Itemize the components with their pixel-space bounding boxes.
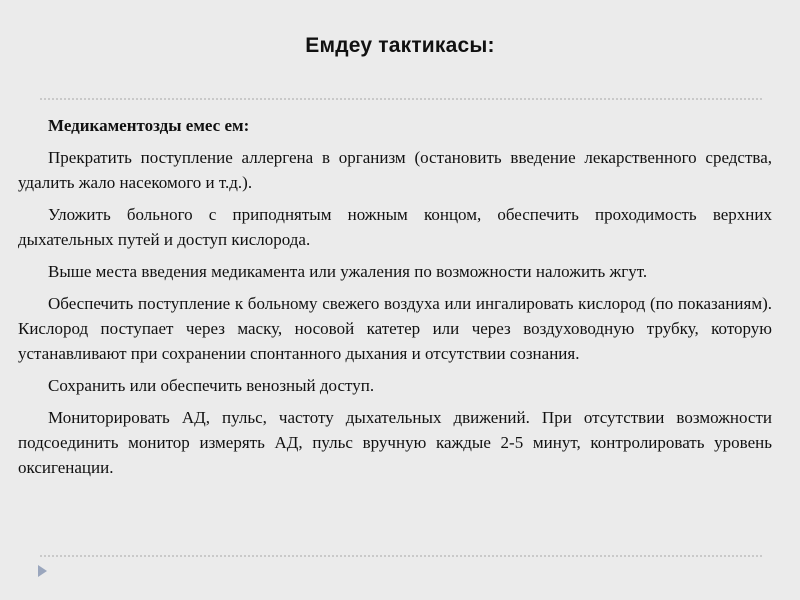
paragraph-tourniquet: Выше места введения медикамента или ужаления по возможности наложить жгут. <box>48 262 648 281</box>
top-divider <box>40 98 762 100</box>
bottom-divider <box>40 555 762 557</box>
paragraph-monitoring: Мониторировать АД, пульс, частоту дыхательных движений. При отсутствии возможности подсоединить монитор измерять АД, пульс вручную каждые 2-5 минут, контролировать уровень оксигенации. <box>18 408 772 477</box>
paragraph-stop-allergen: Прекратить поступление аллергена в организм (остановить введение лекарственного средства, удалить жало насекомого и т.д.). <box>18 148 772 192</box>
slide-title: Емдеу тактикасы: <box>305 34 495 57</box>
slide-content <box>18 113 772 487</box>
paragraph-venous-access: Сохранить или обеспечить венозный доступ. <box>48 376 375 395</box>
next-slide-arrow-icon[interactable] <box>38 565 47 577</box>
section-heading: Медикаментозды емес ем: <box>48 116 250 135</box>
paragraph-oxygen: Обеспечить поступление к больному свежего воздуха или ингалировать кислород (по показаниям). Кислород поступает через маску, носовой катетер или через воздуховодную трубку, которую устанавливают при сохранении спонтанного дыхания и отсутствии сознания. <box>18 294 772 363</box>
paragraph-position-patient: Уложить больного с приподнятым ножным концом, обеспечить проходимость верхних дыхательных путей и доступ кислорода. <box>18 205 772 249</box>
